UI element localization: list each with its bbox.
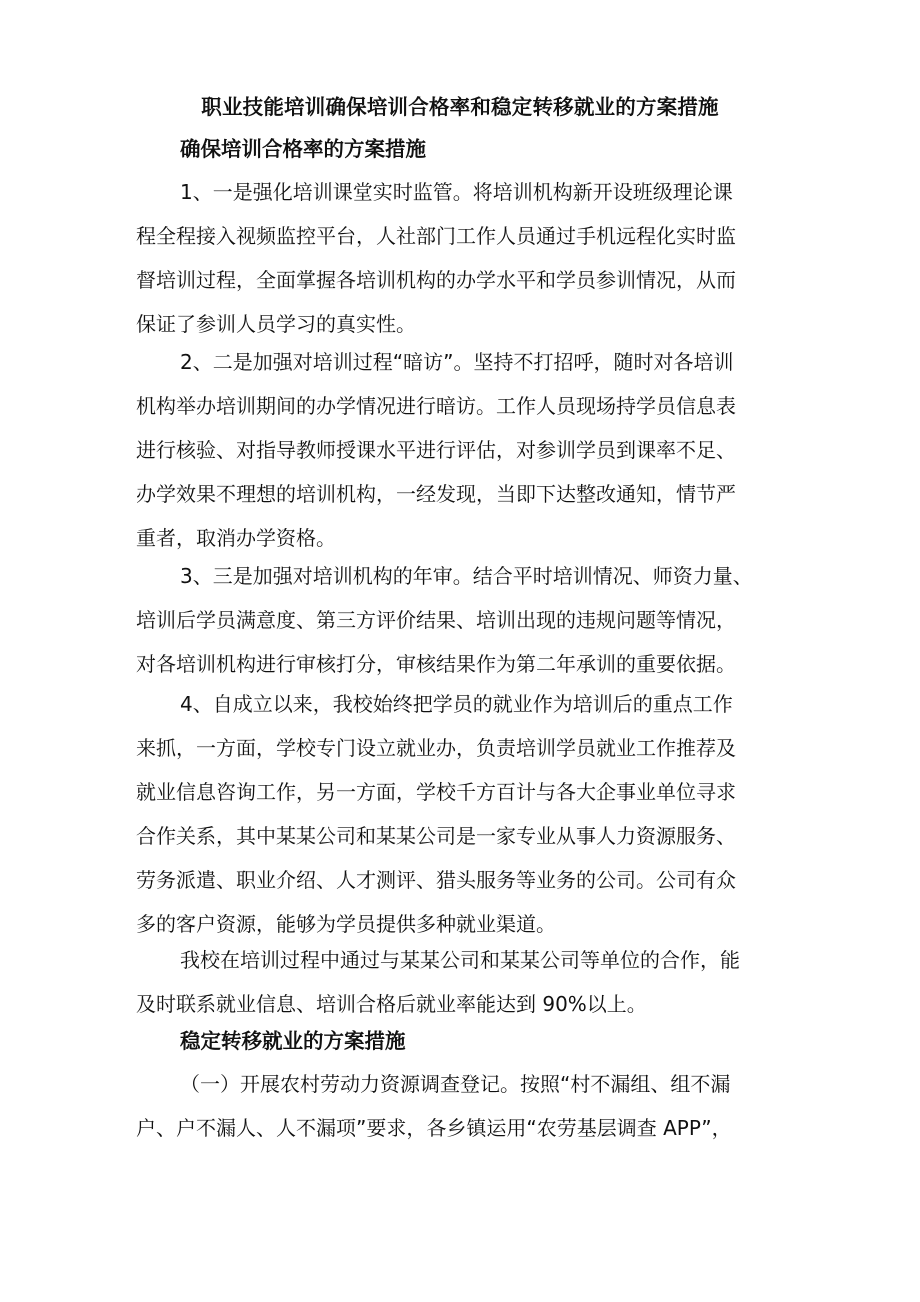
section-heading-training-pass-rate: 确保培训合格率的方案措施: [180, 137, 426, 161]
paragraph-line: 机构举办培训期间的办学情况进行暗访。工作人员现场持学员信息表: [136, 394, 736, 418]
paragraph-line: 4、自成立以来，我校始终把学员的就业作为培训后的重点工作: [180, 692, 733, 716]
paragraph-2: [136, 340, 792, 560]
paragraph-line: 1、一是强化培训课堂实时监管。将培训机构新开设班级理论课: [180, 180, 733, 204]
paragraph-line: 多的客户资源，能够为学员提供多种就业渠道。: [136, 912, 556, 936]
document-title: 职业技能培训确保培训合格率和稳定转移就业的方案措施: [201, 95, 719, 119]
paragraph-line: 培训后学员满意度、第三方评价结果、培训出现的违规问题等情况，: [136, 608, 736, 632]
paragraph-line: 劳务派遣、职业介绍、人才测评、猎头服务等业务的公司。公司有众: [136, 868, 736, 892]
paragraph-6: [136, 1062, 792, 1150]
paragraph-line: 就业信息咨询工作，另一方面，学校千方百计与各大企事业单位寻求: [136, 780, 736, 804]
paragraph-line: 户、户不漏人、人不漏项”要求，各乡镇运用“农劳基层调查 APP”，: [136, 1116, 732, 1140]
paragraph-line: 及时联系就业信息、培训合格后就业率能达到 90%以上。: [136, 992, 647, 1016]
paragraph-line: 进行核验、对指导教师授课水平进行评估，对参训学员到课率不足、: [136, 438, 736, 462]
paragraph-line: 合作关系，其中某某公司和某某公司是一家专业从事人力资源服务、: [136, 824, 736, 848]
paragraph-line: 2、二是加强对培训过程“暗访”。坚持不打招呼，随时对各培训: [180, 350, 734, 374]
paragraph-3: [136, 554, 792, 686]
paragraph-line: 办学效果不理想的培训机构，一经发现，当即下达整改通知，情节严: [136, 482, 736, 506]
paragraph-line: 来抓，一方面，学校专门设立就业办，负责培训学员就业工作推荐及: [136, 736, 736, 760]
paragraph-line: 程全程接入视频监控平台，人社部门工作人员通过手机远程化实时监: [136, 224, 736, 248]
paragraph-5: [136, 938, 792, 1026]
paragraph-line: 对各培训机构进行审核打分，审核结果作为第二年承训的重要依据。: [136, 652, 736, 676]
paragraph-line: 3、三是加强对培训机构的年审。结合平时培训情况、师资力量、: [180, 564, 753, 588]
paragraph-4: [136, 682, 792, 946]
paragraph-line: 我校在培训过程中通过与某某公司和某某公司等单位的合作，能: [180, 948, 740, 972]
section-heading-stable-employment: 稳定转移就业的方案措施: [180, 1029, 406, 1053]
paragraph-line: 保证了参训人员学习的真实性。: [136, 312, 416, 336]
paragraph-1: [136, 170, 792, 346]
paragraph-line: 督培训过程，全面掌握各培训机构的办学水平和学员参训情况，从而: [136, 268, 736, 292]
paragraph-line: 重者，取消办学资格。: [136, 526, 336, 550]
paragraph-line: （一）开展农村劳动力资源调查登记。按照“村不漏组、组不漏: [180, 1072, 731, 1096]
